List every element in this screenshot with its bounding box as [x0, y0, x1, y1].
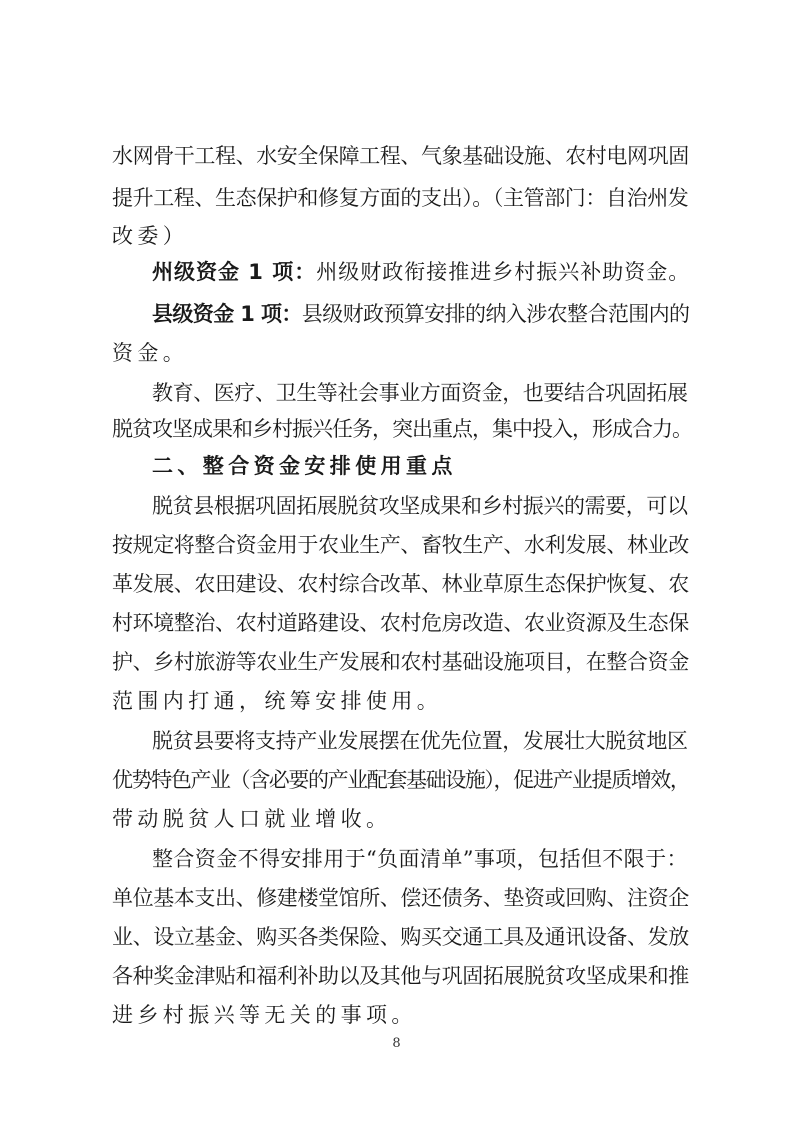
- county-fund-paragraph: [152, 296, 692, 332]
- section-heading: 二、整合资金安排使用重点: [152, 454, 457, 478]
- county-fund-text: 县级财政预算安排的纳入涉农整合范围内的: [301, 302, 690, 326]
- body-line-19: 整合资金不得安排用于“负面清单”事项，包括但不限于：: [152, 847, 688, 871]
- body-line-8: 脱贫攻坚成果和乡村振兴任务，突出重点，集中投入，形成合力。: [112, 417, 692, 441]
- body-line-6: 资金。: [112, 341, 189, 365]
- body-line-18: 带动脱贫人口就业增收。: [112, 807, 392, 831]
- body-line-12: 革发展、农田建设、农村综合改革、林业草原生态保护恢复、农: [112, 572, 689, 596]
- body-line-21: 业、设立基金、购买各类保险、购买交通工具及通讯设备、发放: [112, 925, 689, 949]
- body-line-17: 优势特色产业（含必要的产业配套基础设施），促进产业提质增效，: [112, 768, 690, 792]
- body-line-10: 脱贫县根据巩固拓展脱贫攻坚成果和乡村振兴的需要，可以: [152, 494, 688, 518]
- body-line-11: 按规定将整合资金用于农业生产、畜牧生产、水利发展、林业改: [112, 533, 689, 557]
- prefecture-fund-text: 州级财政衔接推进乡村振兴补助资金。: [316, 260, 691, 284]
- body-line-22: 各种奖金津贴和福利补助以及其他与巩固拓展脱贫攻坚成果和推: [112, 964, 689, 988]
- body-line-16: 脱贫县要将支持产业发展摆在优先位置，发展壮大脱贫地区: [152, 729, 688, 753]
- county-fund-label: 县级资金 1 项：: [152, 302, 302, 326]
- body-line-15: 范围内打通，统筹安排使用。: [112, 689, 443, 713]
- body-line-3: 改委）: [112, 224, 189, 248]
- body-line-1: 水网骨干工程、水安全保障工程、气象基础设施、农村电网巩固: [112, 144, 689, 168]
- body-line-14: 护、乡村旅游等农业生产发展和农村基础设施项目，在整合资金: [112, 650, 689, 674]
- page-number: 8: [392, 1036, 401, 1051]
- prefecture-fund-label: 州级资金 1 项：: [152, 260, 317, 284]
- body-line-13: 村环境整治、农村道路建设、农村危房改造、农业资源及生态保: [112, 611, 689, 635]
- prefecture-fund-paragraph: [152, 254, 692, 290]
- body-line-23: 进乡村振兴等无关的事项。: [112, 1003, 417, 1027]
- body-line-7: 教育、医疗、卫生等社会事业方面资金，也要结合巩固拓展: [152, 381, 688, 405]
- body-line-20: 单位基本支出、修建楼堂馆所、偿还债务、垫资或回购、注资企: [112, 886, 689, 910]
- body-line-2: 提升工程、生态保护和修复方面的支出）。（主管部门：自治州发: [112, 186, 689, 210]
